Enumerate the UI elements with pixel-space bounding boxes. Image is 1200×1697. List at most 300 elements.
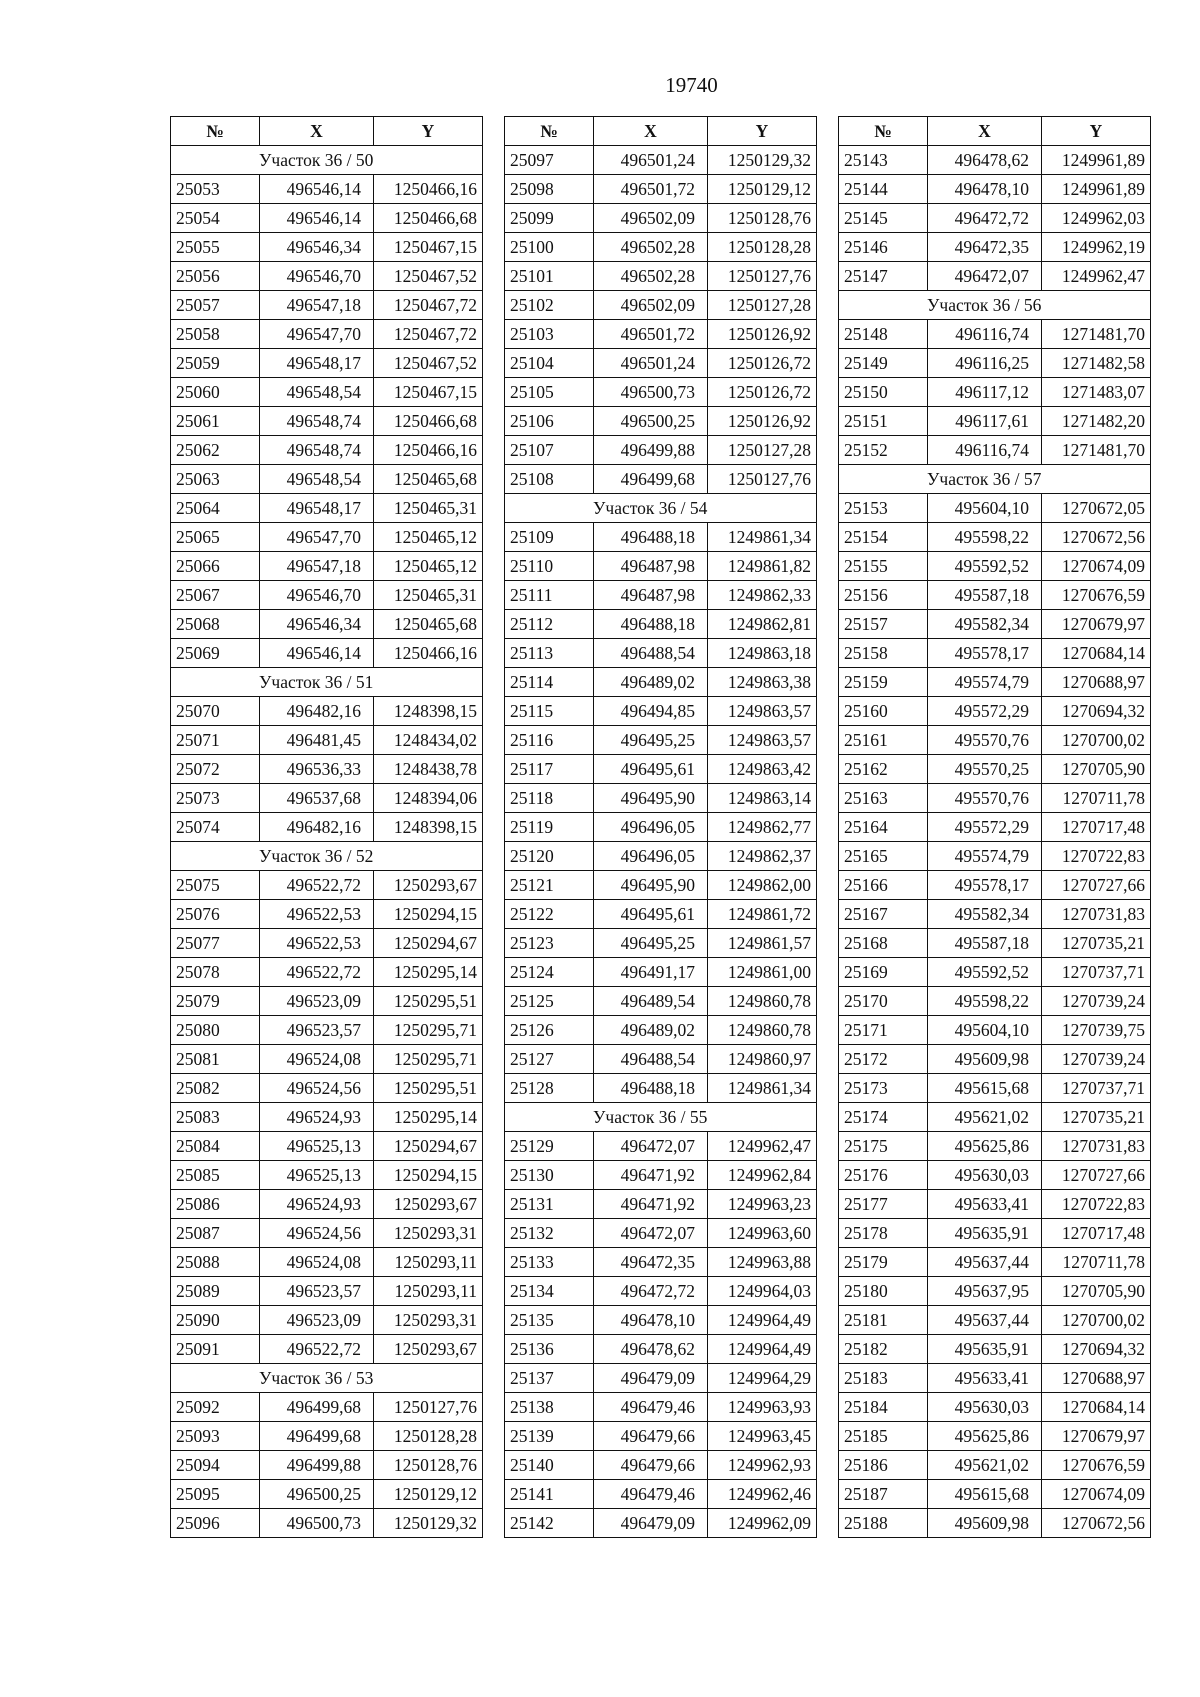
point-number-cell: 25182 xyxy=(839,1335,928,1364)
y-header: Y xyxy=(708,117,817,146)
table-row xyxy=(505,204,817,233)
point-number-cell: 25085 xyxy=(171,1161,260,1190)
x-coordinate-cell: 496479,09 xyxy=(594,1364,708,1393)
x-coordinate-cell: 496546,14 xyxy=(260,204,374,233)
table-row xyxy=(505,842,817,871)
x-coordinate-cell: 495572,29 xyxy=(928,813,1042,842)
point-number-cell: 25163 xyxy=(839,784,928,813)
section-row xyxy=(171,842,483,871)
table-row xyxy=(505,610,817,639)
x-coordinate-cell: 496499,68 xyxy=(260,1422,374,1451)
y-coordinate-cell: 1250126,92 xyxy=(708,407,817,436)
point-number-cell: 25133 xyxy=(505,1248,594,1277)
table-row xyxy=(839,349,1151,378)
x-coordinate-cell: 495582,34 xyxy=(928,610,1042,639)
x-coordinate-cell: 496501,24 xyxy=(594,146,708,175)
y-coordinate-cell: 1248438,78 xyxy=(374,755,483,784)
table-row xyxy=(505,1161,817,1190)
y-coordinate-cell: 1248394,06 xyxy=(374,784,483,813)
table-row xyxy=(505,784,817,813)
point-number-cell: 25053 xyxy=(171,175,260,204)
x-coordinate-cell: 495604,10 xyxy=(928,494,1042,523)
table-row xyxy=(171,204,483,233)
x-coordinate-cell: 495625,86 xyxy=(928,1132,1042,1161)
x-coordinate-cell: 496547,18 xyxy=(260,552,374,581)
x-coordinate-cell: 496523,57 xyxy=(260,1277,374,1306)
point-number-cell: 25187 xyxy=(839,1480,928,1509)
point-number-cell: 25104 xyxy=(505,349,594,378)
y-coordinate-cell: 1250128,76 xyxy=(374,1451,483,1480)
y-coordinate-cell: 1250128,28 xyxy=(374,1422,483,1451)
table-row xyxy=(839,1248,1151,1277)
number-header: № xyxy=(839,117,928,146)
y-coordinate-cell: 1250293,31 xyxy=(374,1219,483,1248)
table-row xyxy=(171,1219,483,1248)
table-row xyxy=(505,436,817,465)
x-coordinate-cell: 496488,18 xyxy=(594,610,708,639)
y-coordinate-cell: 1249964,29 xyxy=(708,1364,817,1393)
table-row xyxy=(839,146,1151,175)
point-number-cell: 25064 xyxy=(171,494,260,523)
table-row xyxy=(839,407,1151,436)
x-coordinate-cell: 496496,05 xyxy=(594,813,708,842)
y-coordinate-cell: 1250294,67 xyxy=(374,1132,483,1161)
x-coordinate-cell: 496547,70 xyxy=(260,320,374,349)
table-header-row xyxy=(839,117,1151,146)
x-coordinate-cell: 496548,17 xyxy=(260,349,374,378)
point-number-cell: 25168 xyxy=(839,929,928,958)
y-coordinate-cell: 1250466,16 xyxy=(374,436,483,465)
point-number-cell: 25112 xyxy=(505,610,594,639)
table-row xyxy=(839,668,1151,697)
point-number-cell: 25176 xyxy=(839,1161,928,1190)
point-number-cell: 25184 xyxy=(839,1393,928,1422)
table-row xyxy=(505,552,817,581)
point-number-cell: 25120 xyxy=(505,842,594,871)
x-coordinate-cell: 495570,25 xyxy=(928,755,1042,784)
section-title: Участок 36 / 51 xyxy=(171,668,483,697)
table-row xyxy=(505,378,817,407)
y-coordinate-cell: 1249962,09 xyxy=(708,1509,817,1538)
point-number-cell: 25136 xyxy=(505,1335,594,1364)
point-number-cell: 25076 xyxy=(171,900,260,929)
table-row xyxy=(171,1393,483,1422)
y-coordinate-cell: 1270672,56 xyxy=(1042,1509,1151,1538)
table-row xyxy=(839,1509,1151,1538)
point-number-cell: 25072 xyxy=(171,755,260,784)
point-number-cell: 25086 xyxy=(171,1190,260,1219)
table-row xyxy=(505,320,817,349)
point-number-cell: 25122 xyxy=(505,900,594,929)
y-coordinate-cell: 1250127,76 xyxy=(374,1393,483,1422)
table-row xyxy=(839,1074,1151,1103)
table-row xyxy=(171,1480,483,1509)
x-coordinate-cell: 496522,72 xyxy=(260,958,374,987)
table-row xyxy=(171,987,483,1016)
point-number-cell: 25092 xyxy=(171,1393,260,1422)
point-number-cell: 25071 xyxy=(171,726,260,755)
table-row xyxy=(171,407,483,436)
point-number-cell: 25075 xyxy=(171,871,260,900)
table-row xyxy=(505,233,817,262)
table-row xyxy=(171,233,483,262)
coordinate-table-2 xyxy=(504,116,817,1538)
point-number-cell: 25111 xyxy=(505,581,594,610)
point-number-cell: 25057 xyxy=(171,291,260,320)
x-coordinate-cell: 496499,68 xyxy=(260,1393,374,1422)
x-coordinate-cell: 495621,02 xyxy=(928,1451,1042,1480)
point-number-cell: 25125 xyxy=(505,987,594,1016)
y-coordinate-cell: 1250465,12 xyxy=(374,552,483,581)
table-row xyxy=(171,320,483,349)
point-number-cell: 25127 xyxy=(505,1045,594,1074)
point-number-cell: 25093 xyxy=(171,1422,260,1451)
y-coordinate-cell: 1270722,83 xyxy=(1042,1190,1151,1219)
y-coordinate-cell: 1270676,59 xyxy=(1042,581,1151,610)
x-coordinate-cell: 496488,54 xyxy=(594,639,708,668)
x-coordinate-cell: 496472,35 xyxy=(594,1248,708,1277)
x-coordinate-cell: 495592,52 xyxy=(928,552,1042,581)
number-header: № xyxy=(505,117,594,146)
point-number-cell: 25066 xyxy=(171,552,260,581)
x-coordinate-cell: 496546,70 xyxy=(260,581,374,610)
x-coordinate-cell: 496522,72 xyxy=(260,1335,374,1364)
table-row xyxy=(505,697,817,726)
y-coordinate-cell: 1249861,72 xyxy=(708,900,817,929)
x-coordinate-cell: 495582,34 xyxy=(928,900,1042,929)
point-number-cell: 25149 xyxy=(839,349,928,378)
y-coordinate-cell: 1250467,15 xyxy=(374,233,483,262)
x-coordinate-cell: 496479,66 xyxy=(594,1451,708,1480)
table-row xyxy=(839,581,1151,610)
table-row xyxy=(505,523,817,552)
y-coordinate-cell: 1270688,97 xyxy=(1042,668,1151,697)
point-number-cell: 25062 xyxy=(171,436,260,465)
table-row xyxy=(839,987,1151,1016)
y-coordinate-cell: 1270739,24 xyxy=(1042,1045,1151,1074)
x-coordinate-cell: 496472,07 xyxy=(594,1132,708,1161)
x-header: X xyxy=(928,117,1042,146)
point-number-cell: 25180 xyxy=(839,1277,928,1306)
point-number-cell: 25169 xyxy=(839,958,928,987)
y-coordinate-cell: 1270711,78 xyxy=(1042,784,1151,813)
x-coordinate-cell: 496502,09 xyxy=(594,291,708,320)
y-coordinate-cell: 1250294,67 xyxy=(374,929,483,958)
y-coordinate-cell: 1271483,07 xyxy=(1042,378,1151,407)
point-number-cell: 25145 xyxy=(839,204,928,233)
table-row xyxy=(505,407,817,436)
table-row xyxy=(505,175,817,204)
point-number-cell: 25172 xyxy=(839,1045,928,1074)
x-coordinate-cell: 496495,25 xyxy=(594,929,708,958)
x-coordinate-cell: 496548,74 xyxy=(260,436,374,465)
x-coordinate-cell: 495604,10 xyxy=(928,1016,1042,1045)
y-coordinate-cell: 1250467,52 xyxy=(374,262,483,291)
table-row xyxy=(505,1132,817,1161)
x-coordinate-cell: 495635,91 xyxy=(928,1335,1042,1364)
point-number-cell: 25142 xyxy=(505,1509,594,1538)
table-row xyxy=(505,1190,817,1219)
point-number-cell: 25081 xyxy=(171,1045,260,1074)
x-coordinate-cell: 496472,07 xyxy=(928,262,1042,291)
y-coordinate-cell: 1270737,71 xyxy=(1042,958,1151,987)
point-number-cell: 25078 xyxy=(171,958,260,987)
table-row xyxy=(171,1190,483,1219)
y-coordinate-cell: 1249863,38 xyxy=(708,668,817,697)
x-coordinate-cell: 496472,72 xyxy=(594,1277,708,1306)
y-coordinate-cell: 1248398,15 xyxy=(374,697,483,726)
point-number-cell: 25158 xyxy=(839,639,928,668)
x-coordinate-cell: 496501,72 xyxy=(594,175,708,204)
point-number-cell: 25096 xyxy=(171,1509,260,1538)
point-number-cell: 25110 xyxy=(505,552,594,581)
y-coordinate-cell: 1250129,12 xyxy=(708,175,817,204)
point-number-cell: 25134 xyxy=(505,1277,594,1306)
x-coordinate-cell: 496500,73 xyxy=(260,1509,374,1538)
x-coordinate-cell: 496548,54 xyxy=(260,465,374,494)
x-coordinate-cell: 496523,09 xyxy=(260,1306,374,1335)
y-coordinate-cell: 1250129,12 xyxy=(374,1480,483,1509)
y-coordinate-cell: 1249963,60 xyxy=(708,1219,817,1248)
table-row xyxy=(171,726,483,755)
x-coordinate-cell: 495621,02 xyxy=(928,1103,1042,1132)
section-row xyxy=(839,291,1151,320)
point-number-cell: 25129 xyxy=(505,1132,594,1161)
y-coordinate-cell: 1250126,92 xyxy=(708,320,817,349)
point-number-cell: 25170 xyxy=(839,987,928,1016)
x-coordinate-cell: 496472,35 xyxy=(928,233,1042,262)
x-coordinate-cell: 496487,98 xyxy=(594,552,708,581)
point-number-cell: 25124 xyxy=(505,958,594,987)
x-coordinate-cell: 496495,61 xyxy=(594,755,708,784)
point-number-cell: 25179 xyxy=(839,1248,928,1277)
y-header: Y xyxy=(1042,117,1151,146)
point-number-cell: 25153 xyxy=(839,494,928,523)
table-row xyxy=(839,697,1151,726)
x-coordinate-cell: 496482,16 xyxy=(260,697,374,726)
point-number-cell: 25152 xyxy=(839,436,928,465)
y-coordinate-cell: 1250295,51 xyxy=(374,1074,483,1103)
point-number-cell: 25089 xyxy=(171,1277,260,1306)
x-coordinate-cell: 495637,44 xyxy=(928,1248,1042,1277)
y-coordinate-cell: 1270688,97 xyxy=(1042,1364,1151,1393)
point-number-cell: 25060 xyxy=(171,378,260,407)
table-row xyxy=(839,175,1151,204)
y-coordinate-cell: 1270705,90 xyxy=(1042,755,1151,784)
table-row xyxy=(839,1451,1151,1480)
point-number-cell: 25151 xyxy=(839,407,928,436)
y-coordinate-cell: 1270694,32 xyxy=(1042,697,1151,726)
x-coordinate-cell: 496548,74 xyxy=(260,407,374,436)
table-row xyxy=(839,1103,1151,1132)
table-row xyxy=(505,1219,817,1248)
table-row xyxy=(171,871,483,900)
table-row xyxy=(839,1480,1151,1509)
x-coordinate-cell: 496478,62 xyxy=(928,146,1042,175)
table-row xyxy=(171,1277,483,1306)
point-number-cell: 25175 xyxy=(839,1132,928,1161)
x-coordinate-cell: 495637,95 xyxy=(928,1277,1042,1306)
table-row xyxy=(505,726,817,755)
y-coordinate-cell: 1249962,93 xyxy=(708,1451,817,1480)
x-coordinate-cell: 496499,88 xyxy=(260,1451,374,1480)
table-row xyxy=(839,1161,1151,1190)
y-coordinate-cell: 1249861,34 xyxy=(708,523,817,552)
x-coordinate-cell: 496523,09 xyxy=(260,987,374,1016)
x-coordinate-cell: 496472,72 xyxy=(928,204,1042,233)
table-row xyxy=(171,1132,483,1161)
y-coordinate-cell: 1270674,09 xyxy=(1042,1480,1151,1509)
x-coordinate-cell: 496117,12 xyxy=(928,378,1042,407)
x-coordinate-cell: 496546,34 xyxy=(260,233,374,262)
x-coordinate-cell: 496522,53 xyxy=(260,929,374,958)
table-row xyxy=(839,494,1151,523)
x-coordinate-cell: 496479,46 xyxy=(594,1480,708,1509)
table-row xyxy=(839,871,1151,900)
x-coordinate-cell: 496479,66 xyxy=(594,1422,708,1451)
table-row xyxy=(839,378,1151,407)
table-row xyxy=(505,900,817,929)
x-coordinate-cell: 496479,46 xyxy=(594,1393,708,1422)
y-coordinate-cell: 1249962,47 xyxy=(708,1132,817,1161)
y-coordinate-cell: 1250129,32 xyxy=(374,1509,483,1538)
y-coordinate-cell: 1270739,75 xyxy=(1042,1016,1151,1045)
table-row xyxy=(171,494,483,523)
point-number-cell: 25055 xyxy=(171,233,260,262)
table-row xyxy=(505,871,817,900)
y-coordinate-cell: 1250293,67 xyxy=(374,871,483,900)
x-coordinate-cell: 496525,13 xyxy=(260,1161,374,1190)
y-coordinate-cell: 1250293,11 xyxy=(374,1277,483,1306)
table-row xyxy=(171,436,483,465)
table-row xyxy=(505,668,817,697)
table-row xyxy=(171,697,483,726)
point-number-cell: 25135 xyxy=(505,1306,594,1335)
section-title: Участок 36 / 50 xyxy=(171,146,483,175)
y-coordinate-cell: 1270700,02 xyxy=(1042,1306,1151,1335)
point-number-cell: 25177 xyxy=(839,1190,928,1219)
point-number-cell: 25102 xyxy=(505,291,594,320)
x-coordinate-cell: 496116,74 xyxy=(928,436,1042,465)
point-number-cell: 25113 xyxy=(505,639,594,668)
y-coordinate-cell: 1270735,21 xyxy=(1042,929,1151,958)
x-coordinate-cell: 495637,44 xyxy=(928,1306,1042,1335)
point-number-cell: 25147 xyxy=(839,262,928,291)
table-row xyxy=(505,1016,817,1045)
y-coordinate-cell: 1250465,12 xyxy=(374,523,483,552)
x-coordinate-cell: 495574,79 xyxy=(928,842,1042,871)
x-coordinate-cell: 496546,70 xyxy=(260,262,374,291)
x-coordinate-cell: 496501,24 xyxy=(594,349,708,378)
y-coordinate-cell: 1270672,05 xyxy=(1042,494,1151,523)
section-row xyxy=(171,1364,483,1393)
x-coordinate-cell: 496487,98 xyxy=(594,581,708,610)
table-row xyxy=(839,755,1151,784)
point-number-cell: 25116 xyxy=(505,726,594,755)
x-coordinate-cell: 496471,92 xyxy=(594,1190,708,1219)
x-coordinate-cell: 495570,76 xyxy=(928,726,1042,755)
point-number-cell: 25140 xyxy=(505,1451,594,1480)
y-coordinate-cell: 1249964,49 xyxy=(708,1306,817,1335)
table-row xyxy=(839,1422,1151,1451)
table-row xyxy=(171,1103,483,1132)
x-coordinate-cell: 496546,14 xyxy=(260,175,374,204)
y-coordinate-cell: 1270672,56 xyxy=(1042,523,1151,552)
x-coordinate-cell: 495578,17 xyxy=(928,871,1042,900)
point-number-cell: 25160 xyxy=(839,697,928,726)
table-row xyxy=(505,146,817,175)
point-number-cell: 25091 xyxy=(171,1335,260,1364)
point-number-cell: 25126 xyxy=(505,1016,594,1045)
y-coordinate-cell: 1250466,16 xyxy=(374,175,483,204)
point-number-cell: 25088 xyxy=(171,1248,260,1277)
y-coordinate-cell: 1250126,72 xyxy=(708,378,817,407)
x-coordinate-cell: 496117,61 xyxy=(928,407,1042,436)
point-number-cell: 25171 xyxy=(839,1016,928,1045)
y-coordinate-cell: 1250293,67 xyxy=(374,1335,483,1364)
y-coordinate-cell: 1250295,71 xyxy=(374,1045,483,1074)
table-row xyxy=(171,1016,483,1045)
x-coordinate-cell: 496525,13 xyxy=(260,1132,374,1161)
point-number-cell: 25155 xyxy=(839,552,928,581)
table-row xyxy=(839,1306,1151,1335)
y-coordinate-cell: 1249963,88 xyxy=(708,1248,817,1277)
table-row xyxy=(839,842,1151,871)
y-coordinate-cell: 1250294,15 xyxy=(374,1161,483,1190)
x-coordinate-cell: 496489,54 xyxy=(594,987,708,1016)
table-row xyxy=(171,900,483,929)
point-number-cell: 25139 xyxy=(505,1422,594,1451)
y-header: Y xyxy=(374,117,483,146)
table-row xyxy=(171,1045,483,1074)
x-coordinate-cell: 495609,98 xyxy=(928,1509,1042,1538)
y-coordinate-cell: 1270684,14 xyxy=(1042,1393,1151,1422)
point-number-cell: 25074 xyxy=(171,813,260,842)
point-number-cell: 25109 xyxy=(505,523,594,552)
y-coordinate-cell: 1249862,00 xyxy=(708,871,817,900)
table-row xyxy=(839,1219,1151,1248)
table-row xyxy=(171,784,483,813)
x-coordinate-cell: 496523,57 xyxy=(260,1016,374,1045)
section-row xyxy=(505,494,817,523)
table-row xyxy=(505,1364,817,1393)
y-coordinate-cell: 1249861,82 xyxy=(708,552,817,581)
table-row xyxy=(839,1190,1151,1219)
table-row xyxy=(839,233,1151,262)
table-row xyxy=(505,813,817,842)
table-row xyxy=(505,987,817,1016)
table-row xyxy=(839,1277,1151,1306)
point-number-cell: 25077 xyxy=(171,929,260,958)
table-row xyxy=(171,1422,483,1451)
x-coordinate-cell: 496524,08 xyxy=(260,1045,374,1074)
x-coordinate-cell: 495630,03 xyxy=(928,1161,1042,1190)
point-number-cell: 25159 xyxy=(839,668,928,697)
section-title: Участок 36 / 52 xyxy=(171,842,483,871)
y-coordinate-cell: 1250295,14 xyxy=(374,1103,483,1132)
y-coordinate-cell: 1250295,71 xyxy=(374,1016,483,1045)
y-coordinate-cell: 1270705,90 xyxy=(1042,1277,1151,1306)
x-coordinate-cell: 496524,93 xyxy=(260,1103,374,1132)
x-coordinate-cell: 495633,41 xyxy=(928,1364,1042,1393)
y-coordinate-cell: 1249860,97 xyxy=(708,1045,817,1074)
point-number-cell: 25054 xyxy=(171,204,260,233)
x-coordinate-cell: 496500,25 xyxy=(260,1480,374,1509)
x-coordinate-cell: 495570,76 xyxy=(928,784,1042,813)
point-number-cell: 25123 xyxy=(505,929,594,958)
point-number-cell: 25098 xyxy=(505,175,594,204)
table-row xyxy=(505,958,817,987)
